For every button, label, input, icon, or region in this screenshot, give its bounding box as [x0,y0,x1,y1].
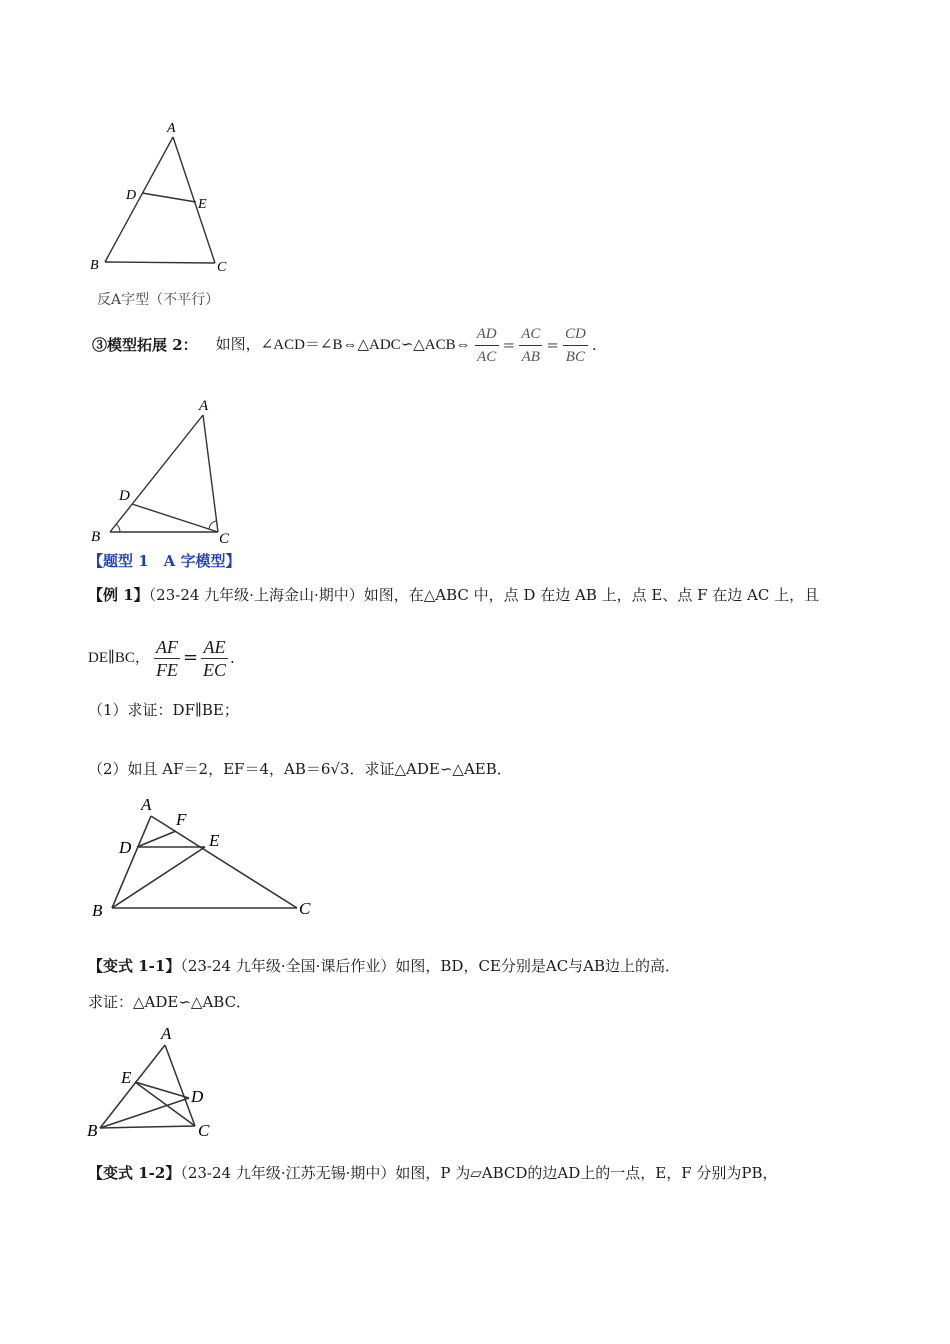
example1-tag: 【例 1】 [88,586,149,604]
variant1-2-line1 [88,1163,778,1183]
label-c: C [217,260,227,275]
example1-condition [88,633,235,683]
segment-ac [203,415,218,532]
variant1-1-tag: 【变式 1-1】 [88,957,181,975]
segment-cd [132,504,218,532]
ratio-ac-ab-den: AB [521,348,540,365]
label-a: A [141,795,152,814]
model-ext2-line [92,320,597,370]
label-a: A [167,121,176,136]
variant1-2-text: 如图，P 为▱ABCD的边AD上的一点，E，F 分别为PB， [395,1164,778,1182]
label-c: C [299,899,311,918]
segment-ab [110,415,203,532]
ratio-cd-bc-num: CD [563,323,588,346]
segment-ce [135,1082,195,1126]
label-a: A [161,1024,172,1043]
example1-cond-prefix: DE∥BC， [88,650,150,666]
variant1-1-source: （23-24 九年级·全国·课后作业） [180,957,396,975]
ratio-ad-ac-den: AC [477,348,497,365]
label-f: F [176,810,187,829]
ratio-af-fe-num: AF [155,636,178,657]
ratio-cd-bc [563,323,588,368]
label-d: D [126,188,137,203]
eq-sign-2: = [546,336,559,354]
ratio-af-fe [154,636,180,681]
label-e: E [121,1068,132,1087]
segment-de [142,193,196,202]
example1-question2: （2）如且 AF＝2，EF＝4，AB＝6√3．求证△ADE∽△AEB． [88,760,512,778]
label-c: C [219,531,230,547]
variant1-1-text: 如图，BD，CE分别是AC与AB边上的高． [395,957,681,975]
ratio-ad-ac [475,323,499,368]
example1-line1 [88,585,819,605]
segment-ac [165,1045,195,1126]
example1-question1: （1）求证：DF∥BE； [88,701,239,719]
ratio-ac-ab [519,323,542,368]
ratio-cd-bc-den: BC [565,348,585,365]
variant1-1-prove: 求证：△ADE∽△ABC． [88,993,252,1011]
variant1-2-tag: 【变式 1-2】 [88,1164,181,1182]
label-d: D [119,838,132,857]
ratio-ae-ec-den: EC [203,659,227,680]
eq-sign-1: = [502,336,516,354]
label-d: D [119,488,130,504]
label-b: B [92,901,103,920]
label-e: E [209,831,220,850]
segment-bc [100,1126,195,1128]
ratio-ae-ec-num: AE [201,636,228,659]
figure1-caption: 反A字型（不平行） [97,292,220,308]
example1-text: 如图，在△ABC 中，点 D 在边 AB 上，点 E、点 F 在边 AC 上，且 [363,586,820,604]
label-b: B [90,258,99,273]
period-1: . [591,336,597,354]
label-b: B [87,1121,98,1140]
ratio-af-fe-den: FE [155,659,178,680]
variant1-2-source: （23-24 九年级·江苏无锡·期中） [180,1164,396,1182]
segment-ab [105,137,173,262]
eq-sign-3: = [182,647,199,668]
example1-source: （23-24 九年级·上海金山·期中） [148,586,364,604]
variant1-1-line1 [88,956,680,976]
label-d: D [191,1087,204,1106]
figure-example1 [85,790,325,925]
ratio-ae-ec [201,636,228,681]
segment-bc [105,262,215,263]
angle-mark-b [116,524,120,532]
segment-ab [112,816,151,908]
label-c: C [198,1121,210,1140]
segment-bd [100,1098,189,1128]
model-ext2-title: ③模型拓展 2： [92,336,198,354]
label-e: E [198,197,207,212]
section-heading: 【题型 1 A 字模型】 [88,552,241,570]
label-a: A [199,398,209,414]
angle-mark-c [209,521,216,529]
segment-ac [173,137,215,263]
figure-variant1-1 [85,1020,225,1145]
segment-ac [151,816,297,908]
model-ext2-text: 如图，∠ACD＝∠B⇔△ADC∽△ACB⇔ [215,337,471,353]
ratio-ac-ab-num: AC [519,323,542,346]
figure-angle-model [85,395,255,550]
period-2: . [230,649,235,667]
figure-reverse-a-shape [85,115,255,280]
ratio-ad-ac-num: AD [475,323,499,346]
segment-ab [100,1045,165,1128]
label-b: B [91,529,101,545]
